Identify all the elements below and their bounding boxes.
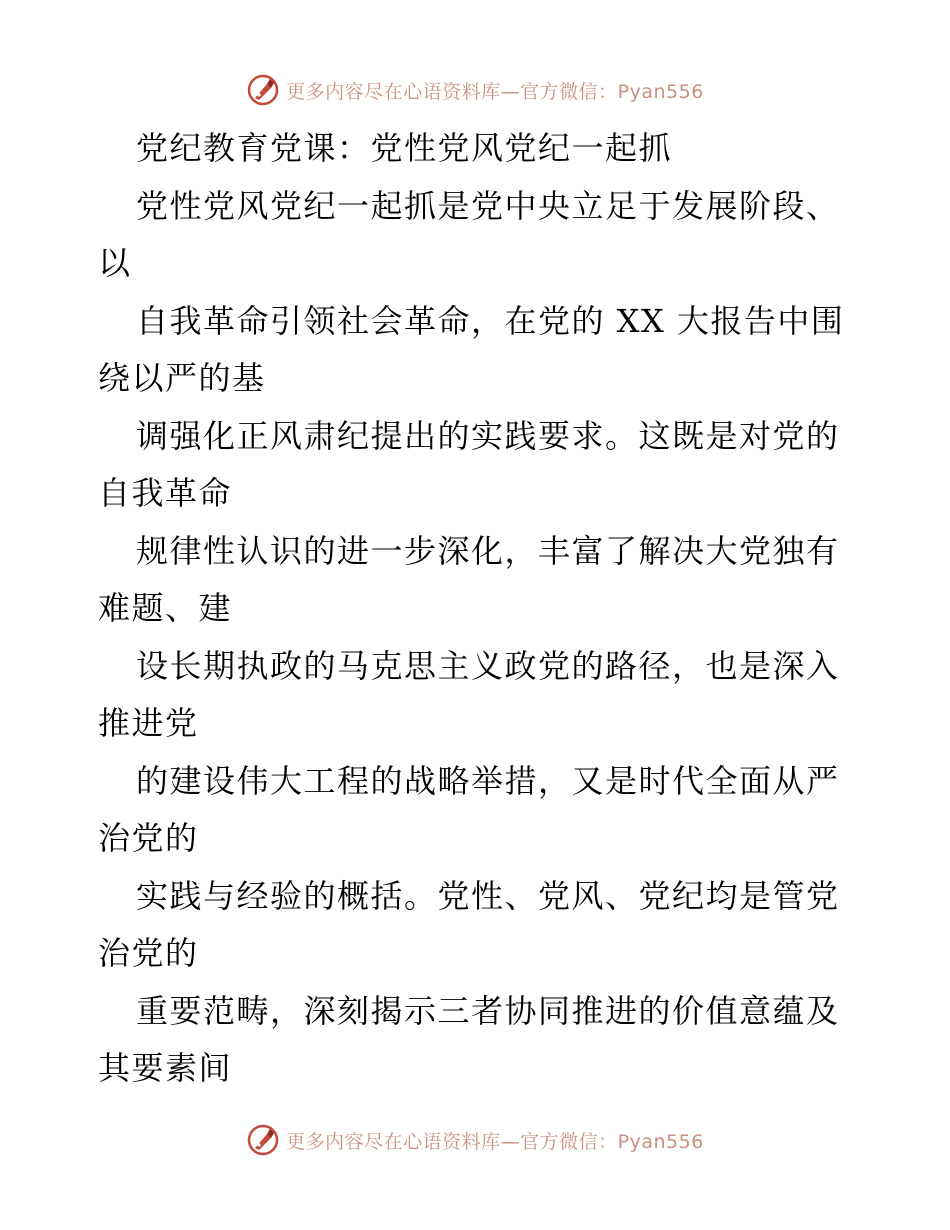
- pen-nib-logo-icon: [246, 1123, 280, 1157]
- text-line: 党性党风党纪一起抓是党中央立足于发展阶段、: [136, 186, 840, 225]
- text-line: 规律性认识的进一步深化，丰富了解决大党独有: [136, 531, 840, 570]
- text-line: 绕以严的基: [98, 359, 266, 397]
- text-line: 推进党: [98, 704, 199, 742]
- text-line: 重要范畴，深刻揭示三者协同推进的价值意蕴及: [136, 991, 840, 1030]
- text-line: 实践与经验的概括。党性、党风、党纪均是管党: [136, 876, 840, 915]
- text-line: 治党的: [98, 819, 199, 857]
- document-title: 党纪教育党课：党性党风党纪一起抓: [136, 129, 673, 167]
- text-line: 自我革命: [98, 474, 233, 512]
- pen-nib-logo-icon: [246, 73, 280, 107]
- text-line: 治党的: [98, 934, 199, 972]
- text-line: 调强化正风肃纪提出的实践要求。这既是对党的: [136, 416, 840, 455]
- watermark-text: 更多内容尽在心语资料库—官方微信：Pyan556: [286, 80, 704, 103]
- text-line: 设长期执政的马克思主义政党的路径，也是深入: [136, 646, 840, 685]
- text-line: 以: [98, 244, 132, 282]
- text-line: 自我革命引领社会革命，在党的 XX 大报告中围: [136, 301, 845, 340]
- text-line: 其要素间: [98, 1049, 233, 1087]
- header-watermark-banner: [0, 70, 950, 110]
- watermark-text: 更多内容尽在心语资料库—官方微信：Pyan556: [286, 1130, 704, 1153]
- document-body: [98, 120, 858, 1098]
- footer-watermark-banner: [0, 1120, 950, 1160]
- text-line: 的建设伟大工程的战略举措，又是时代全面从严: [136, 761, 840, 800]
- text-line: 难题、建: [98, 589, 233, 627]
